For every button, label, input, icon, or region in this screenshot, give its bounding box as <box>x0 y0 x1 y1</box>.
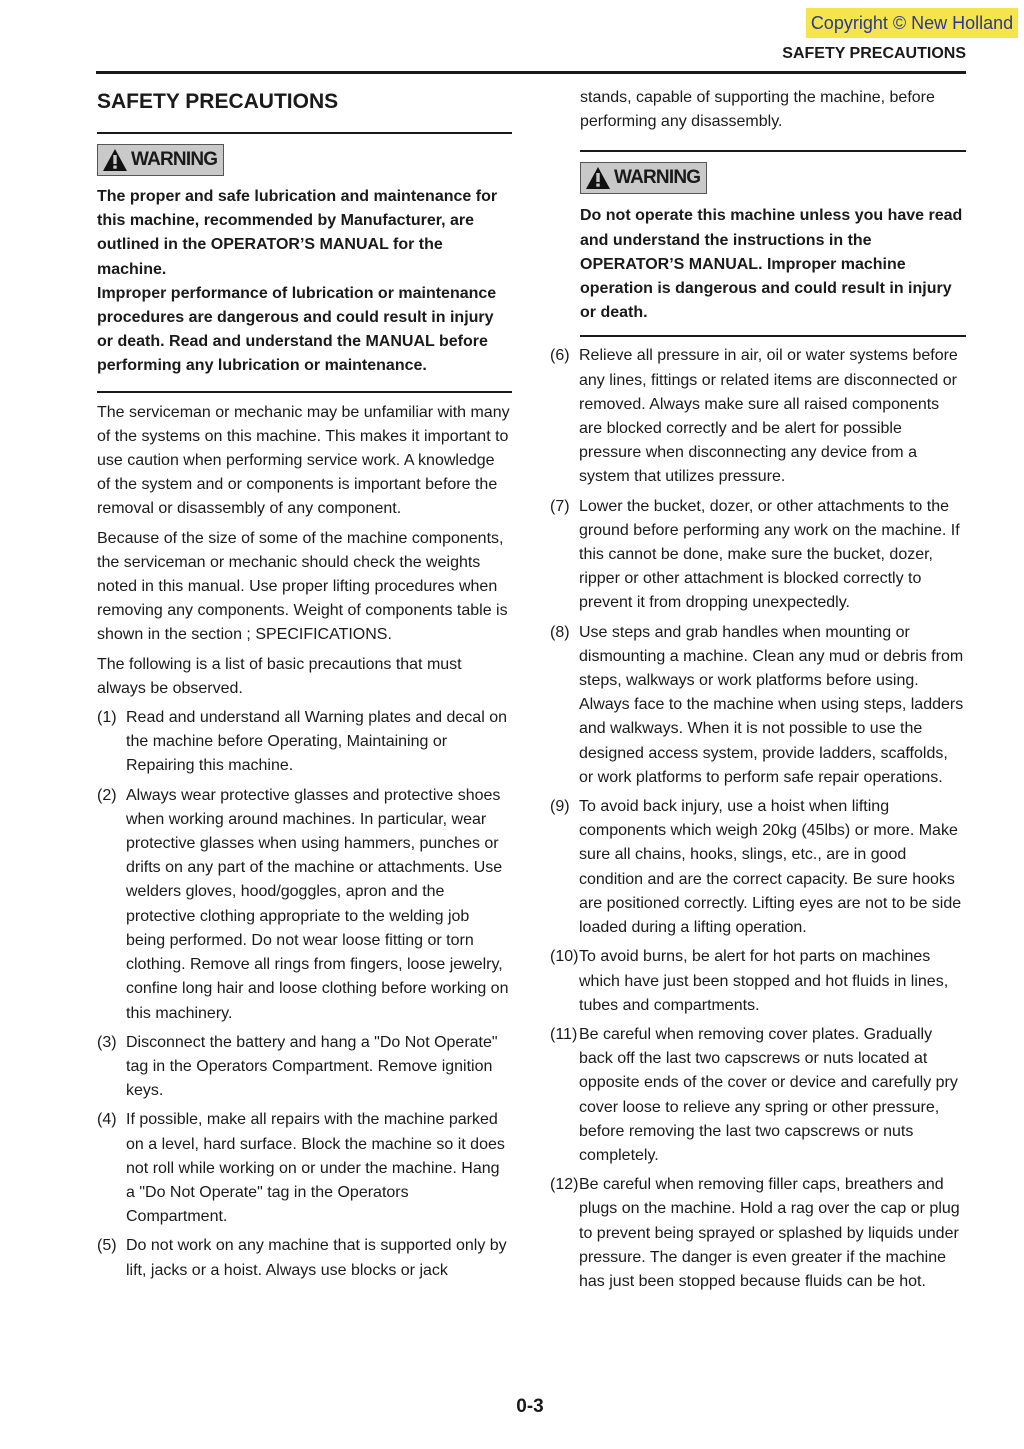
warning-top-rule <box>580 150 966 152</box>
item-number: (4) <box>97 1111 117 1129</box>
item-text: If possible, make all repairs with the machine parked on a level, hard surface. Block the machine so it does not roll while working on or under the machine. Hang a "Do Not Operate" tag in the Operators Compartment. <box>126 1111 505 1226</box>
precaution-item <box>550 344 966 489</box>
item-text: Be careful when removing cover plates. Gradually back off the last two capscrews or nuts located at opposite ends of the cover or device and carefully pry cover loose to relieve any spring or other pressure, before removing the last two capscrews or nuts completely. <box>579 1025 958 1164</box>
item-number: (8) <box>550 623 570 641</box>
warning-bottom-rule <box>97 391 512 393</box>
item-number: (3) <box>97 1033 117 1051</box>
warning-triangle-icon <box>585 166 611 190</box>
precaution-item <box>97 1234 512 1282</box>
left-column <box>97 86 512 1288</box>
item-text: Use steps and grab handles when mounting or dismounting a machine. Clean any mud or debris from steps, walkways or work platforms before using. Always face to the machine when using steps, ladders and walkways. When it is not possible to use the designed access system, provide ladders, scaffolds, or work platforms to perform safe repair operations. <box>579 623 964 786</box>
continuation-text: stands, capable of supporting the machine, before performing any disassembly. <box>580 89 935 131</box>
precaution-item <box>97 1108 512 1229</box>
precaution-item <box>550 945 966 1018</box>
precaution-item <box>97 784 512 1026</box>
warning-badge <box>580 162 707 194</box>
header-divider <box>96 71 966 74</box>
item-text: Always wear protective glasses and protective shoes when working around machines. In particular, wear protective glasses when using hammers, punches or drifts on any part of the machine or attachments. Use welders gloves, hood/goggles, apron and the protective clothing appropriate to the welding job being performed. Do not wear loose fitting or torn clothing. Remove all rings from fingers, loose jewelry, confine long hair and loose clothing before working on this machinery. <box>126 786 509 1022</box>
item-number: (9) <box>550 798 570 816</box>
warning-label: WARNING <box>131 149 218 170</box>
body-paragraph: The serviceman or mechanic may be unfamiliar with many of the systems on this machine. This makes it important to use caution when performing service work. A knowledge of the system and or components is important before the removal or disassembly of any component. <box>97 403 510 518</box>
warning-text: The proper and safe lubrication and maintenance for this machine, recommended by Manufacturer, are outlined in the OPERATOR’S MANUAL for the machine. <box>97 188 498 278</box>
precaution-item <box>97 706 512 779</box>
precaution-item <box>550 495 966 616</box>
item-number: (10) <box>550 948 579 966</box>
warning-triangle-icon <box>102 148 128 172</box>
body-paragraph: The following is a list of basic precautions that must always be observed. <box>97 655 462 697</box>
item-number: (11) <box>550 1025 578 1043</box>
warning-top-rule <box>97 132 512 134</box>
precaution-item <box>550 1173 966 1294</box>
precaution-item <box>550 1023 966 1168</box>
warning-badge <box>97 144 224 176</box>
warning-bottom-rule <box>580 335 966 337</box>
item-number: (1) <box>97 709 117 727</box>
warning-text: Do not operate this machine unless you have read and understand the instructions in the OPERATOR’S MANUAL. Improper machine operation is dangerous and could result in injury or death. <box>580 207 963 322</box>
body-paragraph: Because of the size of some of the machine components, the serviceman or mechanic should check the weights noted in this manual. Use proper lifting procedures when removing any components. Weight of components table is shown in the section ; SPECIFICATIONS. <box>97 529 508 644</box>
item-text: Disconnect the battery and hang a "Do Not Operate" tag in the Operators Compartment. Remove ignition keys. <box>126 1033 498 1100</box>
item-text: Read and understand all Warning plates and decal on the machine before Operating, Maintaining or Repairing this machine. <box>126 709 507 775</box>
right-column <box>551 86 966 1299</box>
item-text: To avoid back injury, use a hoist when lifting components which weigh 20kg (45lbs) or more. Make sure all chains, hooks, slings, etc., are in good condition and are the correct capacity. Be sure hooks are positioned correctly. Lifting eyes are not to be side loaded during a lifting operation. <box>579 798 962 937</box>
item-text: Be careful when removing filler caps, breathers and plugs on the machine. Hold a rag over the cap or plug to prevent being sprayed or splashed by liquids under pressure. The danger is even greater if the machine has just been stopped because fluids can be hot. <box>579 1176 960 1290</box>
page-number: 0-3 <box>516 1396 544 1417</box>
warning-label: WARNING <box>614 167 701 189</box>
item-number: (5) <box>97 1237 117 1255</box>
running-header: SAFETY PRECAUTIONS <box>782 45 966 62</box>
precaution-item <box>550 621 966 790</box>
item-number: (2) <box>97 786 117 804</box>
item-text: Do not work on any machine that is supported only by lift, jacks or a hoist. Always use blocks or jack <box>126 1237 507 1279</box>
precaution-item <box>550 795 966 940</box>
item-number: (7) <box>550 497 570 515</box>
copyright-badge: Copyright © New Holland <box>806 8 1018 38</box>
item-number: (6) <box>550 347 570 365</box>
warning-text: Improper performance of lubrication or maintenance procedures are dangerous and could result in injury or death. Read and understand the MANUAL before performing any lubrication or maintenance. <box>97 284 497 375</box>
item-text: To avoid burns, be alert for hot parts on machines which have just been stopped and hot fluids in lines, tubes and compartments. <box>579 948 949 1014</box>
item-text: Lower the bucket, dozer, or other attachments to the ground before performing any work on the machine. If this cannot be done, make sure the bucket, dozer, ripper or other attachment is blocked correctly to prevent it from dropping unexpectedly. <box>579 497 960 612</box>
item-text: Relieve all pressure in air, oil or water systems before any lines, fittings or related items are disconnected or removed. Always make sure all raised components are blocked correctly and be alert for possible pressure when disconnecting any device from a system that utilizes pressure. <box>579 347 958 486</box>
page-title: SAFETY PRECAUTIONS <box>97 90 339 113</box>
item-number: (12) <box>550 1176 579 1194</box>
precaution-item <box>97 1031 512 1104</box>
